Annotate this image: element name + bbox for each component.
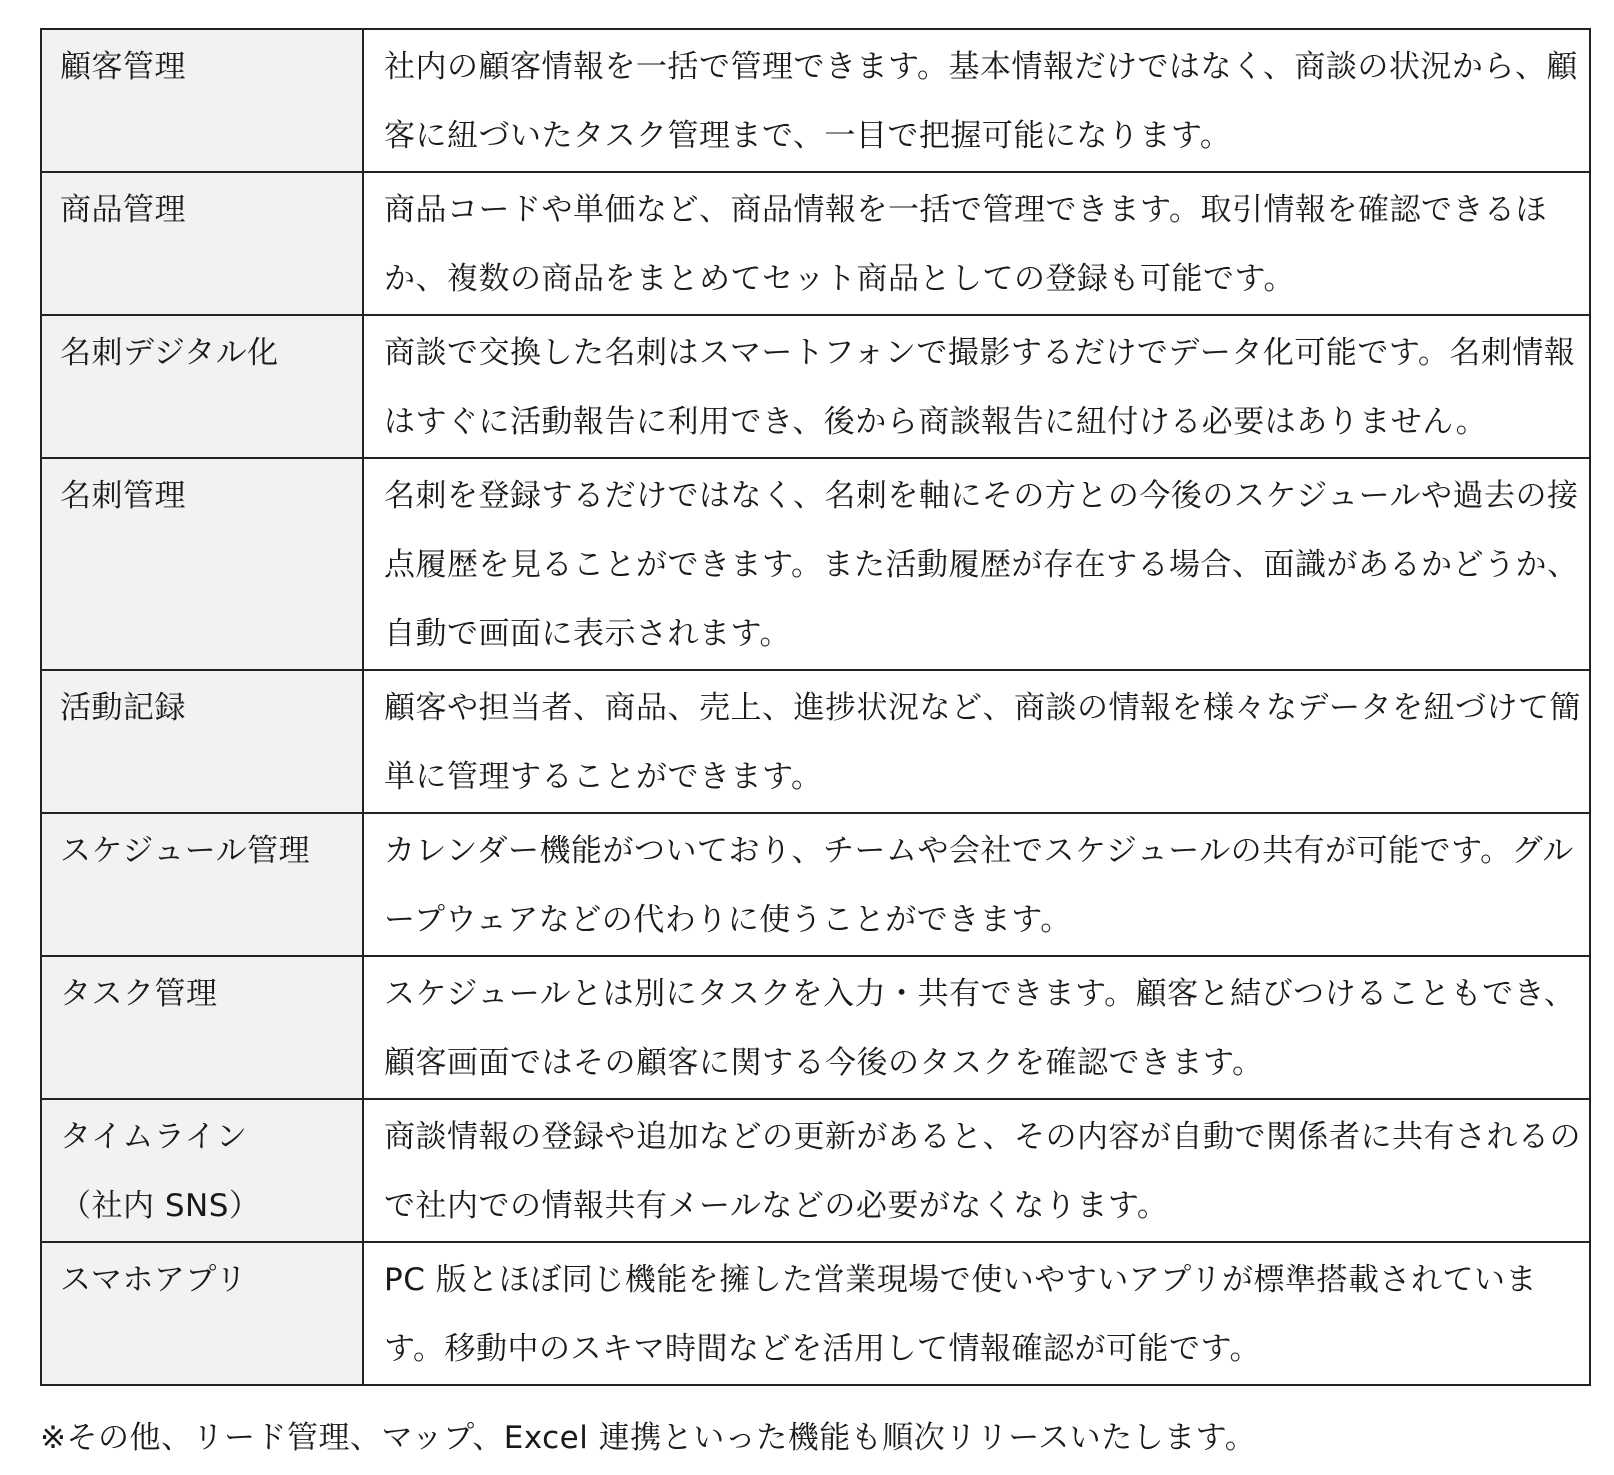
feature-name-cell [41, 172, 363, 315]
feature-name-cell [41, 458, 363, 670]
feature-name: 活動記録 [60, 690, 186, 726]
feature-description: 顧客や担当者、商品、売上、進捗状況など、商談の情報を様々なデータを紐づけて簡単に管理することができます。 [363, 670, 1590, 813]
feature-name: 商品管理 [60, 192, 186, 228]
feature-rows [41, 29, 1590, 1385]
feature-description: 商談情報の登録や追加などの更新があると、その内容が自動で関係者に共有されるので社内での情報共有メールなどの必要がなくなります。 [363, 1099, 1590, 1242]
feature-name: 名刺管理 [60, 478, 186, 514]
table-row [41, 315, 1590, 458]
table-row [41, 458, 1590, 670]
feature-name: 名刺デジタル化 [60, 335, 279, 371]
feature-description: カレンダー機能がついており、チームや会社でスケジュールの共有が可能です。グループウェアなどの代わりに使うことができます。 [363, 813, 1590, 956]
feature-name-cell [41, 1099, 363, 1242]
table-row [41, 29, 1590, 172]
feature-name: （社内 SNS） [60, 1188, 261, 1224]
feature-name: スケジュール管理 [60, 833, 311, 869]
feature-description: 名刺を登録するだけではなく、名刺を軸にその方との今後のスケジュールや過去の接点履歴を見ることができます。また活動履歴が存在する場合、面識があるかどうか、自動で画面に表示されます。 [363, 458, 1590, 670]
table-row [41, 1242, 1590, 1385]
footnote: ※その他、リード管理、マップ、Excel 連携といった機能も順次リリースいたします。 [40, 1420, 1257, 1456]
feature-description: 商品コードや単価など、商品情報を一括で管理できます。取引情報を確認できるほか、複数の商品をまとめてセット商品としての登録も可能です。 [363, 172, 1590, 315]
feature-name-cell [41, 813, 363, 956]
feature-name-cell [41, 1242, 363, 1385]
feature-description: 商談で交換した名刺はスマートフォンで撮影するだけでデータ化可能です。名刺情報はすぐに活動報告に利用でき、後から商談報告に紐付ける必要はありません。 [363, 315, 1590, 458]
feature-table [40, 28, 1591, 1386]
feature-name-cell [41, 315, 363, 458]
table-row [41, 956, 1590, 1099]
table-row [41, 172, 1590, 315]
feature-description: スケジュールとは別にタスクを入力・共有できます。顧客と結びつけることもでき、顧客画面ではその顧客に関する今後のタスクを確認できます。 [363, 956, 1590, 1099]
feature-description: PC 版とほぼ同じ機能を擁した営業現場で使いやすいアプリが標準搭載されています。移動中のスキマ時間などを活用して情報確認が可能です。 [363, 1242, 1590, 1385]
feature-name: タイムライン [60, 1119, 248, 1155]
feature-name: 顧客管理 [60, 49, 186, 85]
feature-name-cell [41, 670, 363, 813]
table-row [41, 670, 1590, 813]
feature-name: タスク管理 [60, 976, 218, 1012]
table-row [41, 813, 1590, 956]
feature-name: スマホアプリ [60, 1262, 248, 1298]
feature-name-cell [41, 29, 363, 172]
feature-description: 社内の顧客情報を一括で管理できます。基本情報だけではなく、商談の状況から、顧客に紐づいたタスク管理まで、一目で把握可能になります。 [363, 29, 1590, 172]
feature-name-cell [41, 956, 363, 1099]
table-row [41, 1099, 1590, 1242]
